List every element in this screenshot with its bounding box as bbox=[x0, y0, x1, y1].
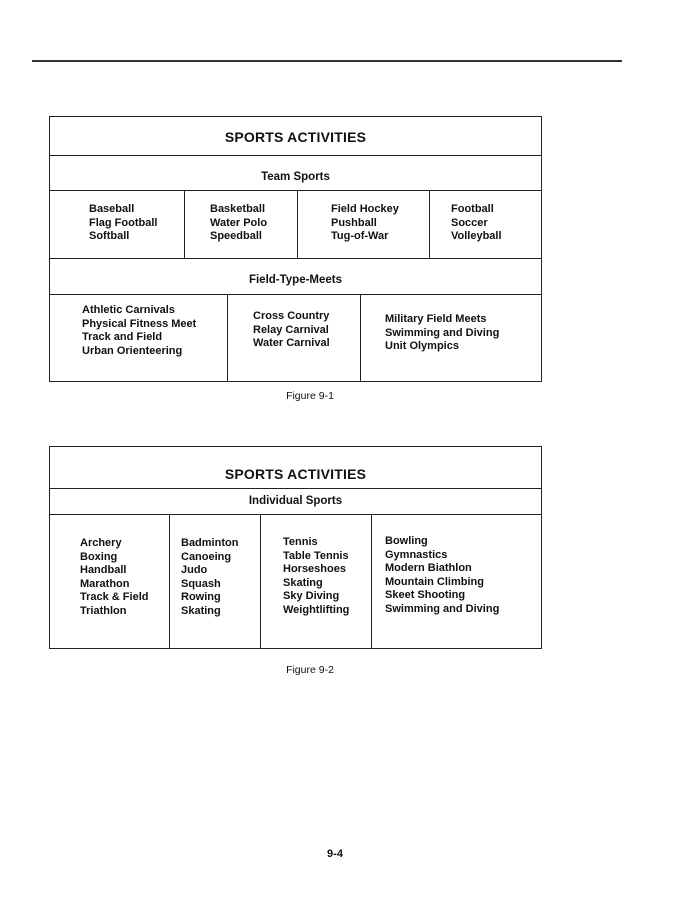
list-item: Marathon bbox=[80, 577, 130, 590]
list-item: Horseshoes bbox=[283, 563, 346, 576]
list-item: Boxing bbox=[80, 550, 118, 563]
list-item: Unit Olympics bbox=[385, 340, 459, 353]
list-item: Table Tennis bbox=[283, 549, 349, 562]
list-item: Sky Diving bbox=[283, 590, 340, 603]
column-divider bbox=[184, 190, 185, 258]
figure-9-1-title: SPORTS ACTIVITIES bbox=[224, 129, 367, 145]
divider bbox=[49, 514, 542, 515]
list-item: Speedball bbox=[210, 230, 262, 243]
list-item: Field Hockey bbox=[331, 203, 399, 215]
team-sports-column-4 bbox=[451, 203, 502, 244]
list-item: Rowing bbox=[181, 591, 221, 604]
list-item: Badminton bbox=[181, 537, 239, 549]
figure-9-2-title: SPORTS ACTIVITIES bbox=[224, 466, 367, 482]
list-item: Swimming and Diving bbox=[385, 602, 500, 615]
list-item: Tug-of-War bbox=[331, 230, 389, 243]
individual-sports-column-3 bbox=[283, 536, 349, 618]
column-divider bbox=[297, 190, 298, 258]
list-item: Softball bbox=[89, 230, 130, 243]
list-item: Skeet Shooting bbox=[385, 589, 466, 602]
team-sports-column-3 bbox=[331, 203, 399, 244]
individual-sports-column-1 bbox=[80, 537, 148, 619]
list-item: Football bbox=[451, 203, 494, 215]
divider bbox=[49, 190, 542, 191]
list-item: Handball bbox=[80, 564, 127, 577]
list-item: Pushball bbox=[331, 216, 377, 229]
list-item: Water Carnival bbox=[253, 337, 330, 350]
list-item: Track and Field bbox=[82, 331, 163, 344]
list-item: Weightlifting bbox=[283, 603, 350, 616]
list-item: Flag Football bbox=[89, 216, 158, 229]
list-item: Squash bbox=[181, 577, 221, 590]
list-item: Relay Carnival bbox=[253, 323, 329, 336]
column-divider bbox=[371, 514, 372, 649]
field-meets-column-1 bbox=[82, 304, 196, 358]
list-item: Bowling bbox=[385, 535, 428, 547]
list-item: Judo bbox=[181, 564, 208, 577]
list-item: Physical Fitness Meet bbox=[82, 317, 197, 330]
list-item: Urban Orienteering bbox=[82, 344, 183, 357]
page-number: 9-4 bbox=[327, 848, 343, 860]
team-sports-column-2 bbox=[210, 203, 267, 244]
team-sports-heading: Team Sports bbox=[261, 171, 330, 183]
divider bbox=[49, 294, 542, 295]
list-item: Mountain Climbing bbox=[385, 575, 484, 588]
list-item: Canoeing bbox=[181, 550, 232, 563]
list-item: Skating bbox=[283, 576, 323, 589]
list-item: Modern Biathlon bbox=[385, 562, 472, 575]
list-item: Military Field Meets bbox=[385, 313, 487, 325]
list-item: Basketball bbox=[210, 203, 266, 215]
figure-9-2-caption: Figure 9-2 bbox=[286, 664, 334, 676]
column-divider bbox=[429, 190, 430, 258]
list-item: Cross Country bbox=[253, 310, 330, 322]
team-sports-column-1 bbox=[89, 203, 157, 244]
list-item: Athletic Carnivals bbox=[82, 304, 175, 316]
field-meets-column-3 bbox=[385, 313, 499, 354]
individual-sports-column-2 bbox=[181, 537, 238, 619]
header-rule bbox=[32, 60, 622, 62]
divider bbox=[49, 258, 542, 259]
column-divider bbox=[169, 514, 170, 649]
list-item: Track & Field bbox=[80, 591, 149, 604]
list-item: Triathlon bbox=[80, 604, 127, 617]
field-type-meets-heading: Field-Type-Meets bbox=[248, 274, 343, 286]
individual-sports-heading: Individual Sports bbox=[248, 495, 343, 507]
list-item: Baseball bbox=[89, 203, 135, 215]
column-divider bbox=[260, 514, 261, 649]
column-divider bbox=[360, 294, 361, 382]
list-item: Water Polo bbox=[210, 216, 268, 229]
list-item: Archery bbox=[80, 537, 122, 549]
list-item: Skating bbox=[181, 604, 221, 617]
list-item: Swimming and Diving bbox=[385, 326, 500, 339]
list-item: Gymnastics bbox=[385, 548, 448, 561]
divider bbox=[49, 488, 542, 489]
list-item: Soccer bbox=[451, 216, 488, 229]
list-item: Volleyball bbox=[451, 230, 502, 243]
field-meets-column-2 bbox=[253, 310, 330, 351]
list-item: Tennis bbox=[283, 536, 318, 548]
column-divider bbox=[227, 294, 228, 382]
figure-9-1-caption: Figure 9-1 bbox=[286, 390, 334, 402]
divider bbox=[49, 155, 542, 156]
individual-sports-column-4 bbox=[385, 535, 499, 617]
